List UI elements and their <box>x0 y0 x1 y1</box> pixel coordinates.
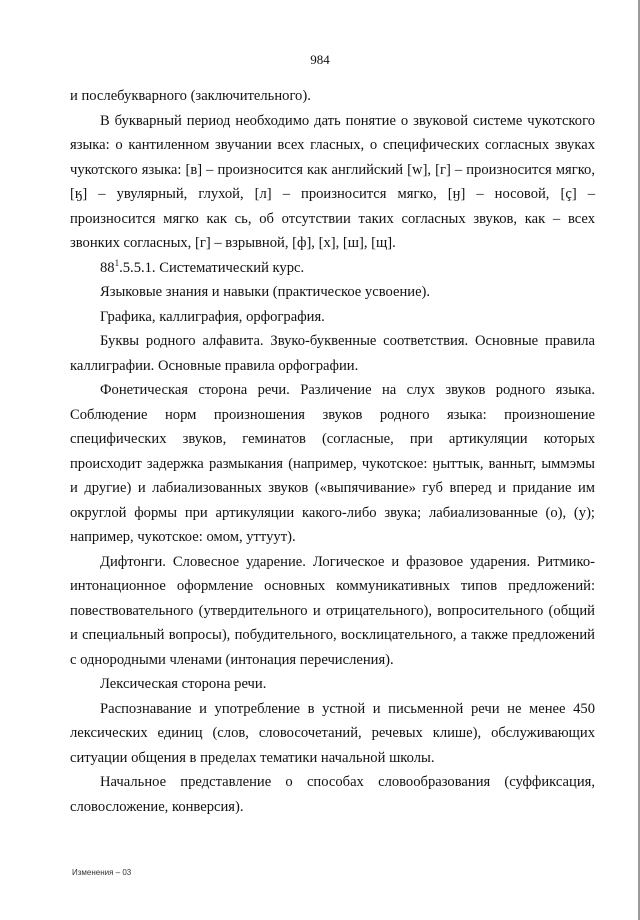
paragraph-graphics: Графика, каллиграфия, орфография. <box>100 308 325 325</box>
paragraph-alphabet: Буквы родного алфавита. Звуко-буквенные соответствия. Основные правила каллиграфии. Основные правила орфографии. <box>70 333 595 374</box>
body-text <box>70 84 595 819</box>
section-heading-systematic-course <box>70 256 595 281</box>
paragraph-diphthongs: Дифтонги. Словесное ударение. Логическое и фразовое ударения. Ритмико-интонационное оформление основных коммуникативных типов предложений: повествовательного (утвердительного и отрицательного), вопросительного (общий и специальный вопросы), побудительного, восклицательного, а также предложений с однородными членами (интонация перечисления). <box>70 553 595 668</box>
page-number: 984 <box>310 52 330 67</box>
paragraph-continuation: и послебукварного (заключительного). <box>70 88 311 104</box>
paragraph-recognition: Распознавание и употребление в устной и письменной речи не менее 450 лексических единиц (слов, словосочетаний, речевых клише), обслуживающих ситуации общения в пределах тематики начальной школы. <box>70 700 595 766</box>
paragraph-sound-system: В букварный период необходимо дать понятие о звуковой системе чукотского языка: о кантиленном звучании всех гласных, о специфических согласных звуках чукотского языка: [в] – произносится как английский [w], [г] – произносится мягко, [ӄ] – увулярный, глухой, [л] – произносится мягко, [ӈ] – носовой, [ç] – произносится мягко как сь, об отсутствии таких согласных звуков, как – всех звонких согласных, [г] – взрывной, [ф], [х], [ш], [щ]. <box>70 112 595 251</box>
section-heading-text: .5.5.1. Систематический курс. <box>119 259 305 276</box>
paragraph-language-knowledge: Языковые знания и навыки (практическое усвоение). <box>100 284 431 300</box>
paragraph-phonetics: Фонетическая сторона речи. Различение на слух звуков родного языка. Соблюдение норм произношения звуков родного языка: произношение специфических звуков, геминатов (согласные, при артикуляции которых происходит задержка размыкания (например, чукотское: ӈыттык, ванныт, ыммэмы и другие) и лабиализованных звуков («выпячивание» губ вперед и придание им округлой формы при артикуляции какого-либо звука; лабиализованные (о), (у); например, чукотское: омом, уттуут). <box>70 382 595 545</box>
paragraph-word-formation: Начальное представление о способах словообразования (суффиксация, словосложение, конверсия). <box>70 774 595 815</box>
section-number-superscript: 1 <box>114 257 120 268</box>
paragraph-lexical-side: Лексическая сторона речи. <box>100 676 267 692</box>
footer-revision-note: Изменения – 03 <box>72 868 132 877</box>
section-number-main: 88 <box>100 259 115 276</box>
